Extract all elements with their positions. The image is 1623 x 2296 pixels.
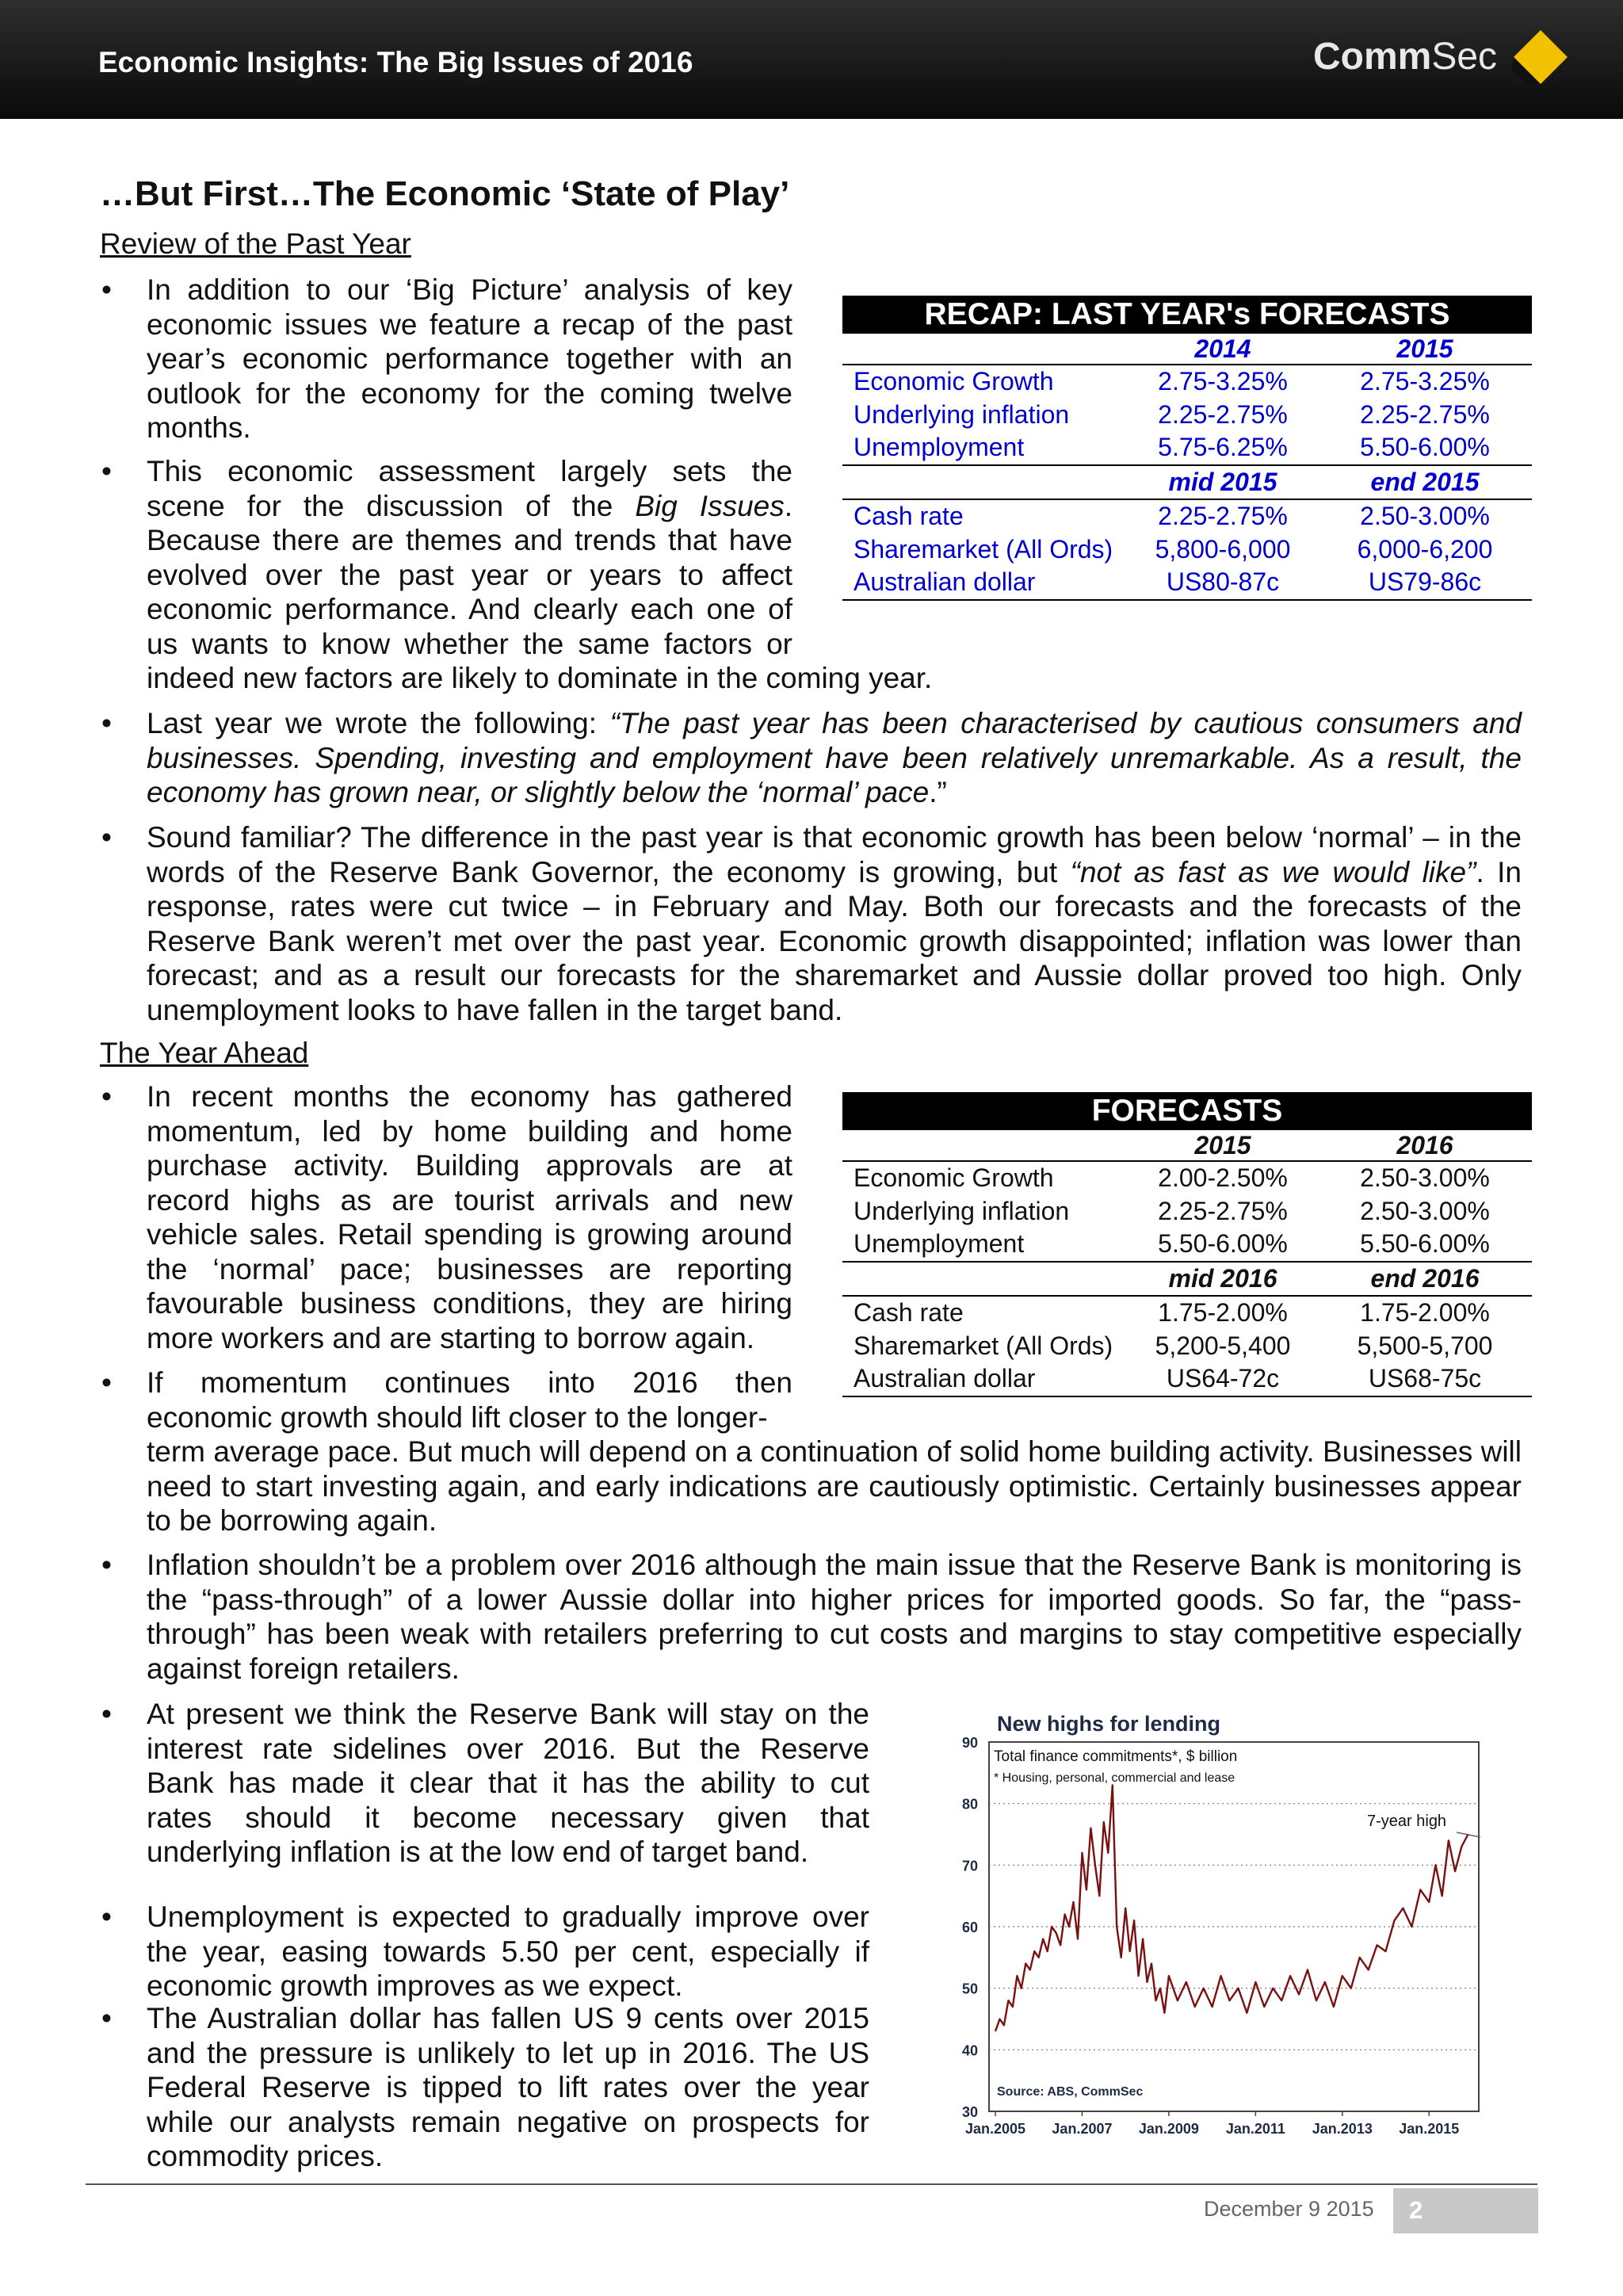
x-tick-label: Jan.2013: [1312, 2121, 1373, 2137]
table-row: Sharemarket (All Ords) 5,800-6,000 6,000-6,200: [854, 534, 1493, 563]
page-number-box: [1393, 2188, 1538, 2233]
section-title-ahead: The Year Ahead: [100, 1037, 309, 1069]
forecasts-table: [842, 1092, 1532, 1397]
chart-footnote: * Housing, personal, commercial and lease: [994, 1771, 1235, 1785]
bullet-ahead-1: • In recent months the economy has gathered momentum, led by home building and home purchase activity. Building approvals are at record highs as are tourist arrivals and new vehicle sales. Retail spending is growing around the ‘normal’ pace; businesses are reporting favourable business conditions, they are hiring more workers and are starting to borrow again.: [147, 1079, 792, 1355]
x-tick-label: Jan.2011: [1225, 2121, 1285, 2137]
footer-rule: [86, 2183, 1537, 2185]
table-row: Economic Growth 2.75-3.25% 2.75-3.25%: [854, 367, 1490, 395]
lending-chart: [926, 1704, 1552, 2148]
table-row: Australian dollar US64-72c US68-75c: [842, 1362, 1532, 1397]
commsec-diamond-icon: [1512, 29, 1569, 86]
y-tick-label: 80: [961, 1796, 978, 1813]
header-title: Economic Insights: The Big Issues of 2016: [98, 46, 693, 78]
bullet-review-3: • Last year we wrote the following: “The past year has been characterised by cautious consumers and businesses. Spending, investing and employment have been relatively unremarkable. As a result, the economy has grown near, or slightly below the ‘normal’ pace.”: [147, 706, 1522, 810]
table-row: Unemployment 5.50-6.00% 5.50-6.00%: [842, 1228, 1532, 1263]
page-number: 2: [1409, 2196, 1423, 2224]
chart-annotation: 7-year high: [1367, 1813, 1447, 1830]
forecasts-table-title: FORECASTS: [842, 1092, 1532, 1130]
chart-subtitle: Total finance commitments*, $ billion: [994, 1748, 1238, 1765]
chart-source: Source: ABS, CommSec: [997, 2085, 1144, 2099]
table-row: Economic Growth 2.00-2.50% 2.50-3.00%: [854, 1163, 1490, 1192]
page-header: [0, 0, 1623, 119]
x-tick-label: Jan.2005: [964, 2121, 1026, 2137]
y-tick-label: 50: [961, 1981, 978, 1997]
bullet-review-4: • Sound familiar? The difference in the past year is that economic growth has been below ‘normal’ – in the words of the Reserve Bank Governor, the economy is growing, but “not as fast as we would like”. In response, rates were cut twice – in February and May. Both our forecasts and the forecasts of the Reserve Bank weren’t met over the past year. Economic growth disappointed; inflation was lower than forecast; and as a result our forecasts for the sharemarket and Aussie dollar proved too high. Only unemployment looks to have fallen in the target band.: [147, 820, 1522, 1027]
table-row: Underlying inflation 2.25-2.75% 2.50-3.00%: [854, 1196, 1490, 1225]
recap-table-subheader-row: mid 2015 end 2015: [842, 466, 1532, 501]
footer-date: December 9 2015: [1204, 2197, 1374, 2221]
page-title: …But First…The Economic ‘State of Play’: [100, 174, 790, 213]
table-row: Unemployment 5.75-6.25% 5.50-6.00%: [842, 431, 1532, 466]
bullet-ahead-4: • At present we think the Reserve Bank will stay on the interest rate sidelines over 2016. But the Reserve Bank has made it clear that it has the ability to cut rates should it become necessary given that underlying inflation is at the low end of target band.: [147, 1697, 869, 1870]
y-tick-label: 60: [961, 1920, 978, 1935]
table-row: Underlying inflation 2.25-2.75% 2.25-2.75%: [854, 399, 1490, 429]
bullet-review-1: • In addition to our ‘Big Picture’ analysis of key economic issues we feature a recap of the past year’s economic performance together with an outlook for the economy for the coming twelve months.: [147, 273, 792, 445]
section-title-review: Review of the Past Year: [100, 227, 411, 260]
bullet-review-2: • This economic assessment largely sets the scene for the discussion of the Big Issues. Because there are themes and trends that have evolved over the past year or years to affect economic performance. And clearly each one of us wants to know whether the same factors or indeed new factors are likely to dominate in the coming year.: [147, 454, 1522, 696]
forecasts-table-header-row: 2015 2016: [842, 1130, 1532, 1162]
x-tick-label: Jan.2007: [1052, 2121, 1113, 2137]
y-tick-label: 90: [961, 1735, 978, 1751]
y-tick-label: 40: [961, 2042, 978, 2059]
y-tick-label: 70: [961, 1858, 978, 1874]
recap-table-header-row: 2014 2015: [842, 334, 1532, 365]
commsec-logo-text: CommSec: [1313, 36, 1498, 78]
recap-table-title: RECAP: LAST YEAR's FORECASTS: [842, 296, 1532, 334]
table-row: Australian dollar US80-87c US79-86c: [842, 566, 1532, 601]
forecasts-table-subheader-row: mid 2016 end 2016: [842, 1263, 1532, 1297]
recap-forecasts-table: [842, 296, 1532, 601]
table-row: Sharemarket (All Ords) 5,200-5,400 5,500-5,700: [854, 1331, 1493, 1360]
y-tick-label: 30: [961, 2104, 978, 2120]
table-row: Cash rate 1.75-2.00% 1.75-2.00%: [854, 1298, 1490, 1327]
bullet-ahead-6: • The Australian dollar has fallen US 9 cents over 2015 and the pressure is unlikely to let up in 2016. The US Federal Reserve is tipped to lift rates over the year while our analysts remain negative on prospects for commodity prices.: [147, 2001, 869, 2174]
x-tick-label: Jan.2009: [1138, 2121, 1199, 2137]
bullet-ahead-3: • Inflation shouldn’t be a problem over 2016 although the main issue that the Reserve Bank is monitoring is the “pass-through” of a lower Aussie dollar into higher prices for imported goods. So far, the “pass-through” has been weak with retailers preferring to cut costs and margins to stay competitive especially against foreign retailers.: [147, 1548, 1522, 1686]
chart-title: New highs for lending: [997, 1712, 1220, 1736]
table-row: Cash rate 2.25-2.75% 2.50-3.00%: [854, 502, 1490, 530]
bullet-ahead-5: • Unemployment is expected to gradually improve over the year, easing towards 5.50 per cent, especially if economic growth improves as we expect.: [147, 1900, 869, 2004]
bullet-ahead-2: • If momentum continues into 2016 then economic growth should lift closer to the longer- term average pace. But much will depend on a continuation of solid home building activity. Businesses will need to start investing again, and early indications are cautiously optimistic. Certainly businesses appear to be borrowing again.: [147, 1366, 1522, 1538]
x-tick-label: Jan.2015: [1399, 2121, 1460, 2137]
